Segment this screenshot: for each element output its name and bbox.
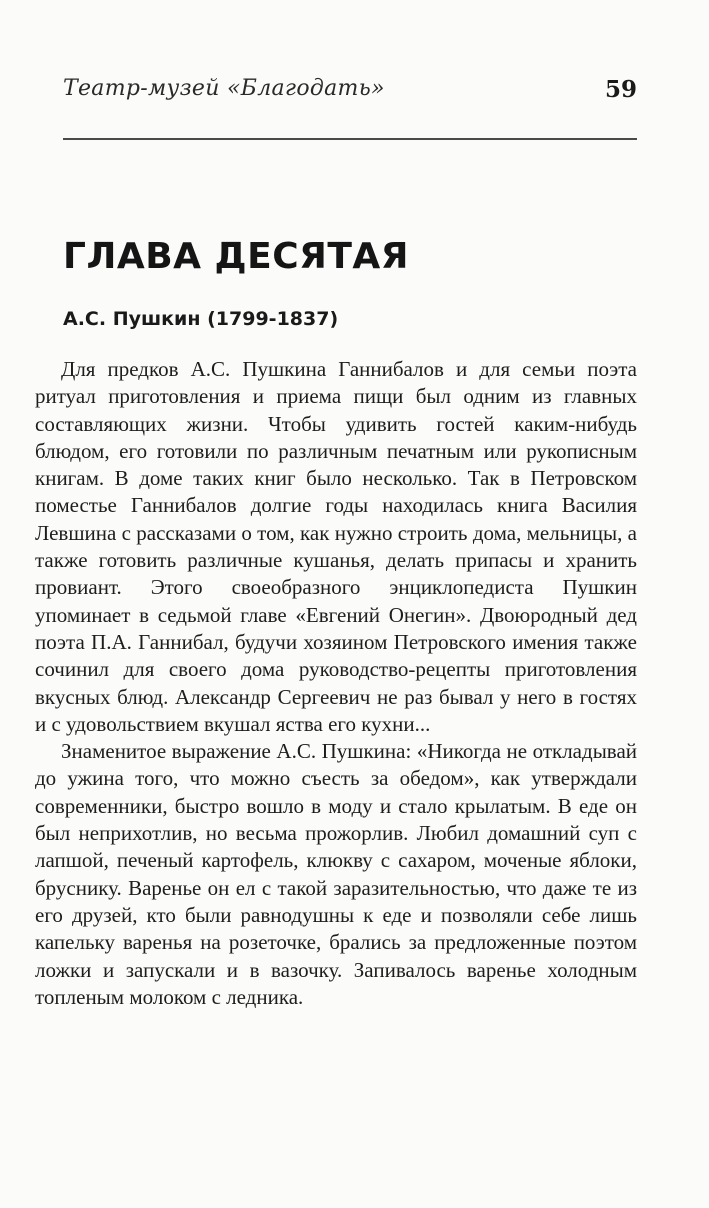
running-header xyxy=(63,76,637,112)
header-divider xyxy=(63,138,637,140)
chapter-subtitle: А.С. Пушкин (1799-1837) xyxy=(63,308,339,330)
paragraph: Знаменитое выражение А.С. Пушкина: «Никогда не откладывай до ужина того, что можно съесть за обедом», как утверждали современники, быстро вошло в моду и стало крылатым. В еде он был неприхотлив, но весьма прожорлив. Любил домашний суп с лапшой, печеный картофель, клюкву с сахаром, моченые яблоки, бруснику. Варенье он ел с такой заразительностью, что даже те из его друзей, кто были равнодушны к еде и позволяли себе лишь капельку варенья на розеточке, брались за предложенные поэтом ложки и запускали и в вазочку. Запивалось варенье холодным топленым молоком с ледника. xyxy=(35,739,637,1009)
body-text xyxy=(35,356,637,1011)
chapter-title: ГЛАВА ДЕСЯТАЯ xyxy=(63,236,409,277)
running-title: Театр-музей «Благодать» xyxy=(63,76,385,101)
page-number: 59 xyxy=(604,76,637,103)
paragraph: Для предков А.С. Пушкина Ганнибалов и для семьи поэта ритуал приготовления и приема пищи был одним из главных составляющих жизни. Чтобы удивить гостей каким-нибудь блюдом, его готовили по различным печатным или рукописным книгам. В доме таких книг было несколько. Так в Петровском поместье Ганнибалов долгие годы находилась книга Василия Левшина с рассказами о том, как нужно строить дома, мельницы, а также готовить различные кушанья, делать припасы и хранить провиант. Этого своеобразного энциклопедиста Пушкин упоминает в седьмой главе «Евгений Онегин». Двоюродный дед поэта П.А. Ганнибал, будучи хозяином Петровского имения также сочинил для своего дома руководство-рецепты приготовления вкусных блюд. Александр Сергеевич не раз бывал у него в гостях и с удовольствием вкушал яства его кухни... xyxy=(35,357,637,736)
